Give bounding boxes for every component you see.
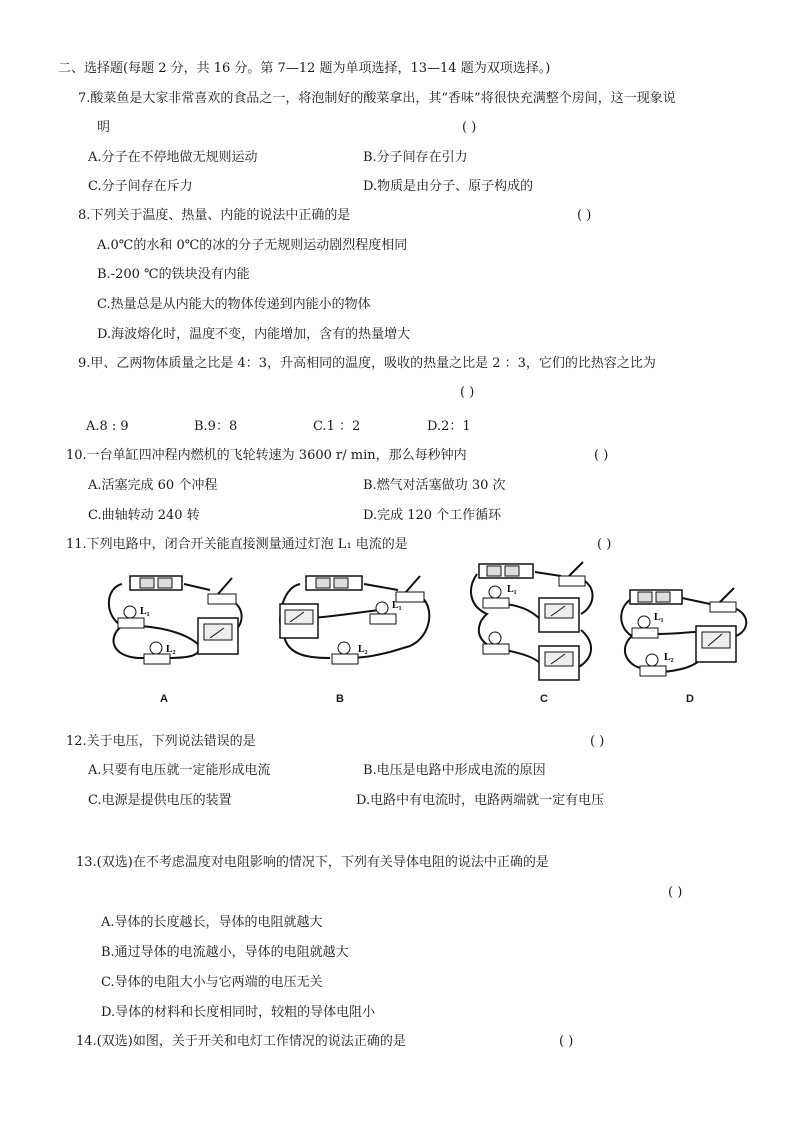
q14-answer-paren: ( ) (559, 1034, 574, 1049)
q9-option-b: B.9：8 (194, 419, 238, 434)
q14-stem: 14.(双选)如图，关于开关和电灯工作情况的说法正确的是 (76, 1034, 406, 1049)
q13-option-c: C.导体的电阻大小与它两端的电压无关 (101, 975, 323, 990)
q10-answer-paren: ( ) (594, 448, 609, 463)
svg-text:L₂: L₂ (166, 644, 176, 655)
svg-text:L₁: L₁ (392, 600, 402, 611)
q13-answer-paren: ( ) (668, 885, 683, 900)
q11-answer-paren: ( ) (597, 537, 612, 552)
q10-stem: 10.一台单缸四冲程内燃机的飞轮转速为 3600 r/ min，那么每秒钟内 (66, 448, 467, 463)
circuit-label-a: A (160, 693, 168, 705)
svg-text:L₂: L₂ (664, 652, 674, 663)
q12-option-a: A.只要有电压就一定能形成电流 (88, 763, 271, 778)
q9-option-c: C.1 ：2 (313, 419, 361, 434)
q9-answer-paren: ( ) (460, 385, 475, 400)
q8-option-b: B.-200 ℃的铁块没有内能 (97, 267, 250, 282)
q8-answer-paren: ( ) (577, 208, 592, 223)
circuit-diagram-c (465, 558, 605, 688)
q8-option-a: A.0℃的水和 0℃的冰的分子无规则运动剧烈程度相同 (97, 238, 408, 253)
circuit-diagram-d (616, 584, 761, 684)
q8-option-d: D.海波熔化时，温度不变，内能增加，含有的热量增大 (97, 327, 411, 342)
svg-text:L₂: L₂ (358, 644, 368, 655)
q7-stem-cont: 明 (97, 120, 111, 135)
svg-text:L₁: L₁ (140, 606, 150, 617)
q13-option-d: D.导体的材料和长度相同时，较粗的导体电阻小 (101, 1005, 376, 1020)
svg-text:L₁: L₁ (507, 584, 517, 595)
q7-option-c: C.分子间存在斥力 (88, 179, 193, 194)
q7-option-a: A.分子在不停地做无规则运动 (88, 150, 258, 165)
q7-option-d: D.物质是由分子、原子构成的 (363, 179, 534, 194)
svg-text:L₁: L₁ (654, 612, 664, 623)
q12-option-d: D.电路中有电流时，电路两端就一定有电压 (356, 793, 605, 808)
q12-answer-paren: ( ) (590, 734, 605, 749)
circuit-diagram-b (270, 566, 435, 676)
q7-option-b: B.分子间存在引力 (363, 150, 468, 165)
q12-stem: 12.关于电压，下列说法错误的是 (66, 734, 256, 749)
q12-option-c: C.电源是提供电压的装置 (88, 793, 232, 808)
q8-option-c: C.热量总是从内能大的物体传递到内能小的物体 (97, 297, 371, 312)
q9-option-d: D.2：1 (427, 419, 471, 434)
q8-stem: 8.下列关于温度、热量、内能的说法中正确的是 (78, 208, 351, 223)
q13-option-a: A.导体的长度越长，导体的电阻就越大 (101, 915, 323, 930)
q7-stem: 7.酸菜鱼是大家非常喜欢的食品之一，将泡制好的酸菜拿出，其“香味”将很快充满整个房间，这一现象说 (78, 91, 676, 106)
circuit-diagram-a (100, 566, 250, 676)
q7-answer-paren: ( ) (462, 120, 477, 135)
q10-option-c: C.曲轴转动 240 转 (88, 508, 200, 523)
q13-stem: 13.(双选)在不考虑温度对电阻影响的情况下，下列有关导体电阻的说法中正确的是 (76, 855, 549, 870)
q12-option-b: B.电压是电路中形成电流的原因 (363, 763, 546, 778)
circuit-label-b: B (336, 693, 344, 705)
q10-option-a: A.活塞完成 60 个冲程 (88, 478, 218, 493)
q11-stem: 11.下列电路中，闭合开关能直接测量通过灯泡 L₁ 电流的是 (66, 537, 408, 552)
q13-option-b: B.通过导体的电流越小，导体的电阻就越大 (101, 945, 349, 960)
section-header: 二、选择题(每题 2 分，共 16 分。第 7—12 题为单项选择，13—14 题为双项选择。) (58, 61, 551, 76)
q10-option-b: B.燃气对活塞做功 30 次 (363, 478, 506, 493)
circuit-label-d: D (686, 693, 694, 705)
q10-option-d: D.完成 120 个工作循环 (363, 508, 502, 523)
q9-stem: 9.甲、乙两物体质量之比是 4：3，升高相同的温度，吸收的热量之比是 2 ：3，它们的比热容之比为 (78, 356, 656, 371)
q9-option-a: A.8 : 9 (86, 419, 129, 434)
circuit-label-c: C (540, 693, 548, 705)
